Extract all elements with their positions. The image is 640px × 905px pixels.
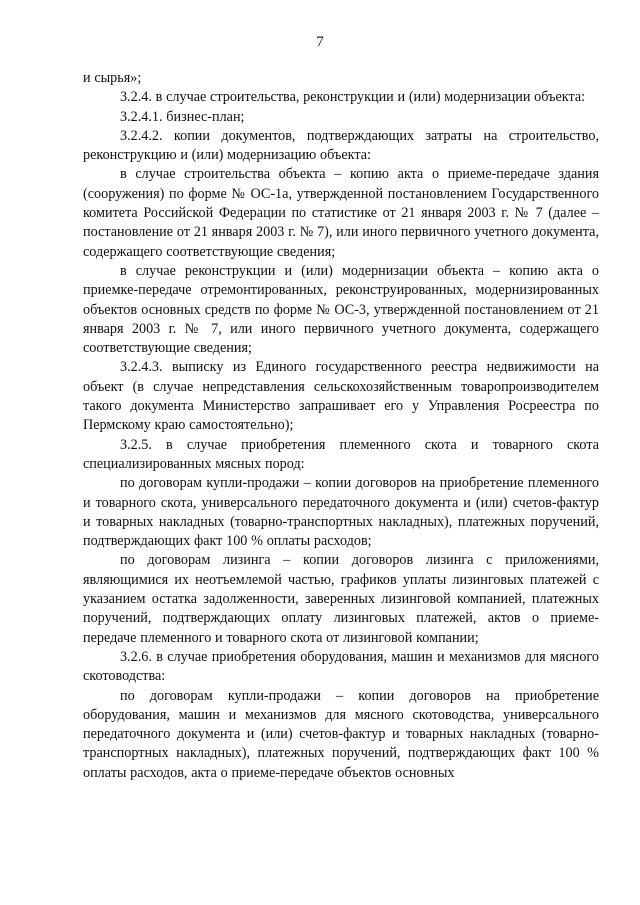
paragraph-reconstruction-case: в случае реконструкции и (или) модернизации объекта – копию акта о приемке-передаче отремонтированных, реконструированных, модернизированных объектов основных средств по форме № ОС-3, утвержденной постановлением от 21 января 2003 г. № 7, или иного первичного учетного документа, содержащего соответствующие сведения; [83,262,599,357]
paragraph-equipment-purchase: по договорам купли-продажи – копии договоров на приобретение оборудования, машин и механизмов для мясного скотоводства, универсального передаточного документа и (или) счетов-фактур и товарных накладных (товарно-транспортных накладных), платежных поручений, подтверждающих факт 100 % оплаты расходов, акта о приеме-передаче объектов основных [83,687,599,781]
paragraph-3-2-5: 3.2.5. в случае приобретения племенного скота и товарного скота специализированных мясных пород: [83,436,599,472]
paragraph-purchase-contracts: по договорам купли-продажи – копии договоров на приобретение племенного и товарного скота, универсального передаточного документа и (или) счетов-фактур и товарных накладных (товарно-транспортных накладных), платежных поручений, подтверждающих факт 100 % оплаты расходов; [83,475,599,550]
paragraph-3-2-4-3: 3.2.4.3. выписку из Единого государственного реестра недвижимости на объект (в случае непредставления сельскохозяйственным товаропроизводителем такого документа Министерство запрашивает его у Управления Росреестра по Пермскому краю самостоятельно); [83,359,599,434]
paragraph-3-2-4-1: 3.2.4.1. бизнес-план; [120,108,245,125]
paragraph-leasing-contracts: по договорам лизинга – копии договоров лизинга с приложениями, являющимися их неотъемлемой частью, графиков уплаты лизинговых платежей с указанием остатка задолженности, заверенных лизинговой компанией, платежных поручений, подтверждающих оплату лизинговых платежей, актов о приеме-передаче племенного и товарного скота от лизинговой компании; [83,552,599,646]
paragraph-3-2-4: 3.2.4. в случае строительства, реконструкции и (или) модернизации объекта: [120,89,586,106]
paragraph-3-2-4-2: 3.2.4.2. копии документов, подтверждающих затраты на строительство, реконструкцию и (или) модернизацию объекта: [83,127,599,164]
paragraph-3-2-6: 3.2.6. в случае приобретения оборудования, машин и механизмов для мясного скотоводства: [83,648,599,685]
paragraph-construction-case: в случае строительства объекта – копию акта о приеме-передаче здания (сооружения) по форме № ОС-1а, утвержденной постановлением Государственного комитета Российской Федерации по статистике от 21 января 2003 г. № 7 (далее – постановление от 21 января 2003 г. № 7), или иного первичного учетного документа, содержащего соответствующие сведения; [83,166,599,260]
document-body [83,69,599,783]
paragraph-continuation: и сырья»; [83,70,142,86]
page-number: 7 [316,34,324,50]
